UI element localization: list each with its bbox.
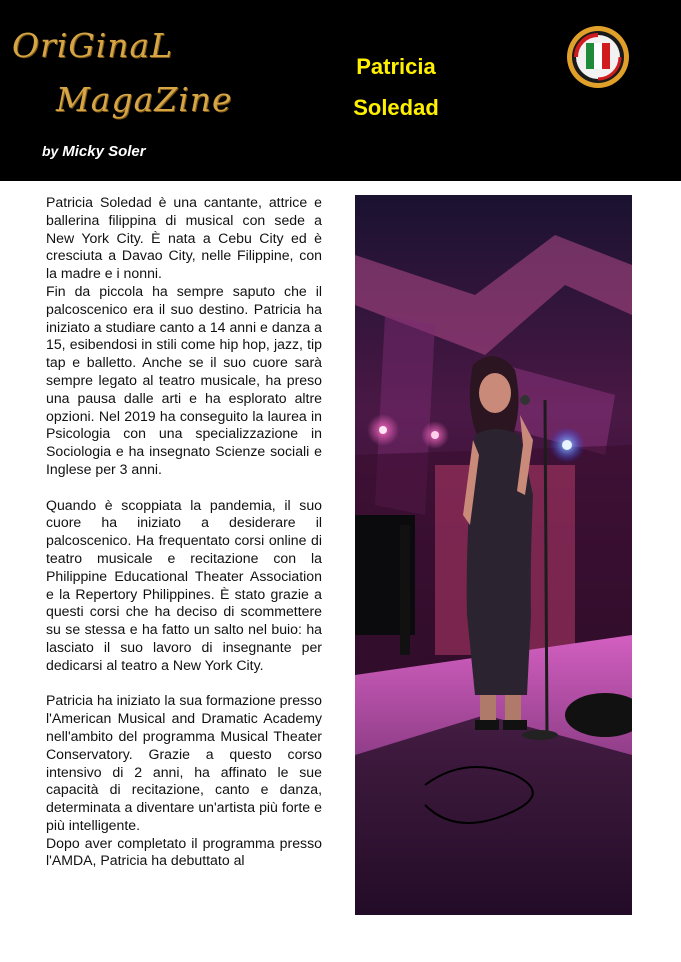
article-title xyxy=(340,46,452,128)
article-body xyxy=(46,194,322,870)
article-paragraph-1: Patricia Soledad è una cantante, attrice e ballerina filippina di musical con sede a New York City. È nata a Cebu City ed è cresciuta a Davao City, nelle Filippine, con la madre e i nonni. xyxy=(46,194,322,282)
article-paragraph-2: Fin da piccola ha sempre saputo che il palcoscenico era il suo destino. Patricia ha iniziato a studiare canto a 14 anni e danza a 15, esibendosi in stili come hip hop, jazz, tip tap e balletto. Anche se il suo cuore sarà sempre legato al teatro musicale, ha preso una pausa dalle arti e ha esplorato altre opzioni. Nel 2019 ha conseguito la laurea in Psicologia con una specializzazione in Sociologia e ha insegnato Scienze sociali e Inglese per 3 anni. xyxy=(46,282,322,477)
article-paragraph-5: Dopo aver completato il programma presso l'AMDA, Patricia ha debuttato al xyxy=(46,834,322,869)
logo-line-1: OriGinaL xyxy=(12,26,174,65)
magazine-seal-badge-icon xyxy=(566,25,630,89)
magazine-header xyxy=(0,0,681,181)
byline xyxy=(42,143,146,160)
title-line-1: Patricia xyxy=(356,54,436,79)
singer-on-stage-photo xyxy=(355,195,632,915)
article-paragraph-4: Patricia ha iniziato la sua formazione presso l'American Musical and Dramatic Academy nell'ambito del programma Musical Theater Conservatory. Grazie a questo corso intensivo di 2 anni, ha affinato le sue capacità di recitazione, canto e danza, determinata a diventare un'artista più forte e più intelligente. xyxy=(46,692,322,833)
title-line-2: Soledad xyxy=(353,95,439,120)
article-paragraph-3: Quando è scoppiata la pandemia, il suo cuore ha iniziato a desiderare il palcoscenico. Ha frequentato corsi online di teatro musicale e recitazione con la Philippine Educational Theater Association e la Repertory Philippines. È stato grazie a questi corsi che ha deciso di scommettere su se stessa e ha fatto un salto nel buio: ha lasciato il suo lavoro di insegnante per dedicarsi al teatro a New York City. xyxy=(46,496,322,673)
byline-prefix: by xyxy=(42,143,59,159)
logo-line-2: MagaZine xyxy=(56,80,233,119)
author-name: Micky Soler xyxy=(62,143,146,160)
